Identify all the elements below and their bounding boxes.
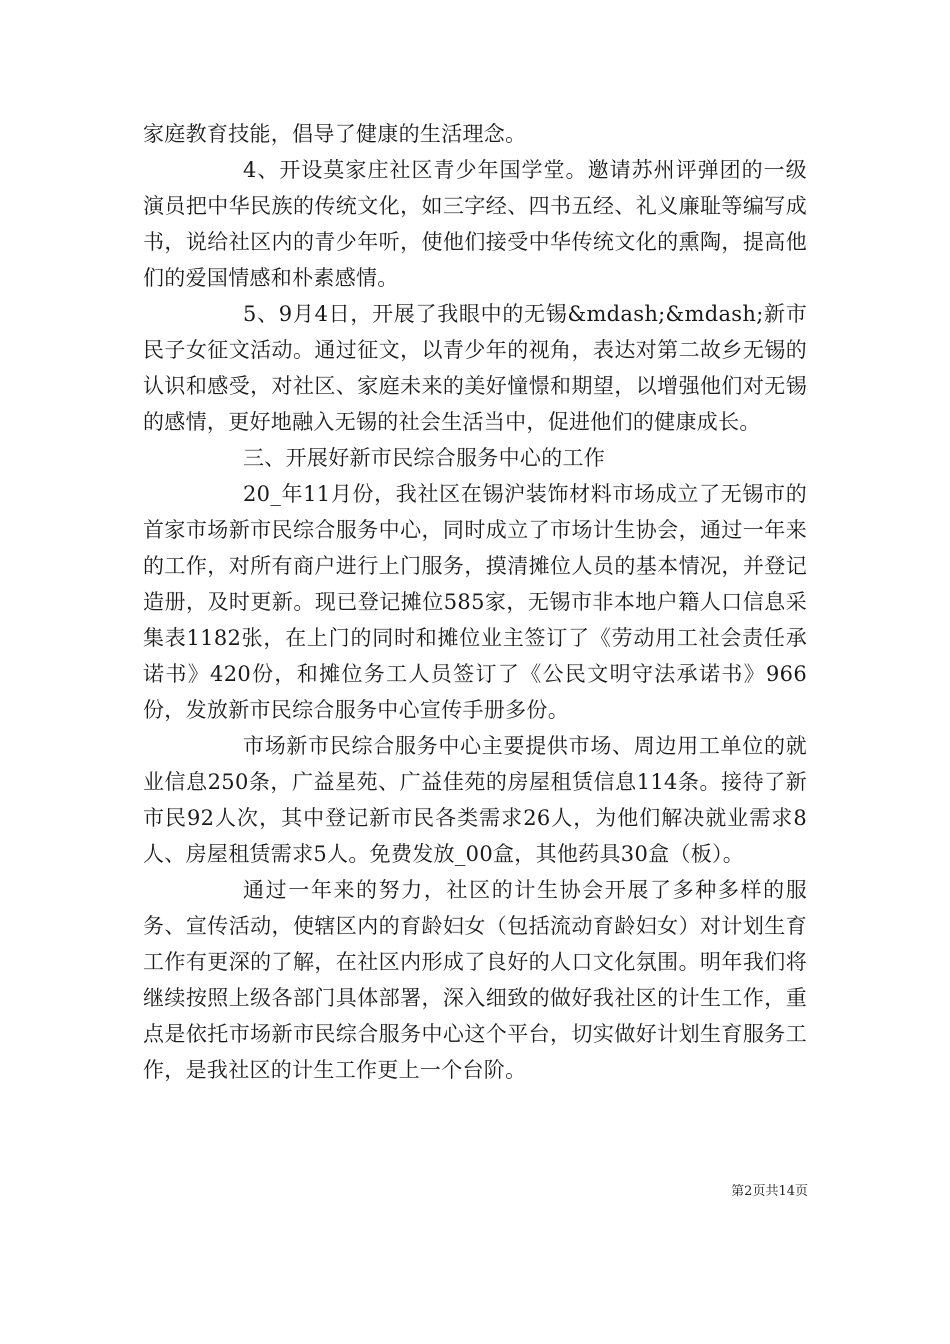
paragraph-6: 通过一年来的努力，社区的计生协会开展了多种多样的服务、宣传活动，使辖区内的育龄妇女（包括流动育龄妇女）对计划生育工作有更深的了解，在社区内形成了良好的人口文化氛围。明年我们将继续按照上级各部门具体部署，深入细致的做好我社区的计生工作，重点是依托市场新市民综合服务中心这个平台，切实做好计划生育服务工作，是我社区的计生工作更上一个台阶。 bbox=[143, 878, 807, 1082]
paragraph-1: 家庭教育技能，倡导了健康的生活理念。 bbox=[143, 122, 527, 146]
paragraph-4: 20_年11月份，我社区在锡沪装饰材料市场成立了无锡市的首家市场新市民综合服务中心，同时成立了市场计生协会，通过一年来的工作，对所有商户进行上门服务，摸清摊位人员的基本情况，并登记造册，及时更新。现已登记摊位585家，无锡市非本地户籍人口信息采集表1182张，在上门的同时和摊位业主签订了《劳动用工社会责任承诺书》420份，和摊位务工人员签订了《公民文明守法承诺书》966份，发放新市民综合服务中心宣传手册多份。 bbox=[143, 482, 807, 722]
paragraph-5: 市场新市民综合服务中心主要提供市场、周边用工单位的就业信息250条，广益星苑、广益佳苑的房屋租赁信息114条。接待了新市民92人次，其中登记新市民各类需求26人，为他们解决就业需求8人、房屋租赁需求5人。免费发放_00盒，其他药具30盒（板）。 bbox=[143, 734, 807, 866]
section-heading: 三、开展好新市民综合服务中心的工作 bbox=[243, 446, 606, 470]
paragraph-3: 5、9月4日，开展了我眼中的无锡&mdash;&mdash;新市民子女征文活动。通过征文，以青少年的视角，表达对第二故乡无锡的认识和感受，对社区、家庭未来的美好憧憬和期望，以增强他们对无锡的感情，更好地融入无锡的社会生活当中，促进他们的健康成长。 bbox=[143, 302, 807, 434]
document-body bbox=[143, 116, 807, 1088]
page-number: 第2页共14页 bbox=[731, 1184, 808, 1199]
paragraph-2: 4、开设莫家庄社区青少年国学堂。邀请苏州评弹团的一级演员把中华民族的传统文化，如三字经、四书五经、礼义廉耻等编写成书，说给社区内的青少年听，使他们接受中华传统文化的熏陶，提高他们的爱国情感和朴素感情。 bbox=[143, 158, 807, 290]
